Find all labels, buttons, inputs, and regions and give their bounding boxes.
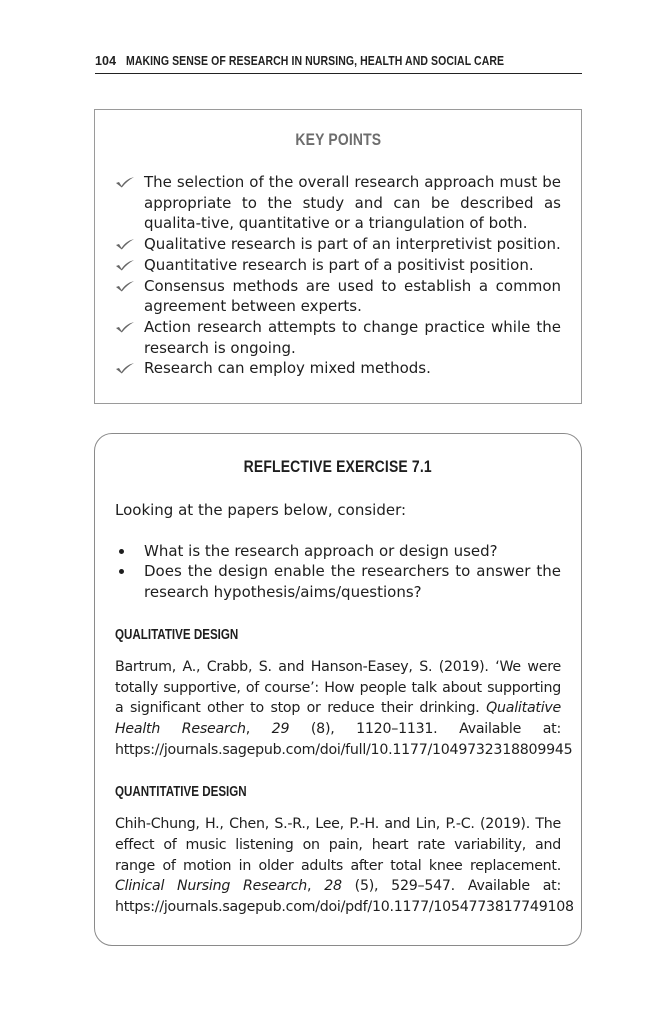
qualitative-reference: Bartrum, A., Crabb, S. and Hanson-Easey, S. (2019). ‘We were totally supportive, of course’: How people talk about supporting a significant other to stop or reduce their drinking. Qualitative Health Research, 29 (8), 1120–1131. Available at: https://journals.sagepub.com/doi/full/10.1177/1049732318809945 bbox=[115, 658, 573, 758]
check-icon bbox=[115, 362, 135, 374]
check-icon bbox=[115, 259, 135, 271]
key-point-item: The selection of the overall research approach must be appropriate to the study and can be described as qualita-tive, quantitative or a triangulation of both. bbox=[115, 172, 561, 234]
key-point-item: Action research attempts to change practice while the research is ongoing. bbox=[115, 317, 561, 358]
check-icon bbox=[115, 280, 135, 292]
key-point-item: Quantitative research is part of a positivist position. bbox=[115, 255, 561, 276]
journal-volume: 28 bbox=[324, 878, 342, 895]
question-item: What is the research approach or design used? bbox=[115, 541, 561, 562]
key-points-list bbox=[115, 172, 561, 379]
key-point-item: Research can employ mixed methods. bbox=[115, 358, 561, 379]
exercise-title: REFLECTIVE EXERCISE 7.1 bbox=[243, 457, 433, 476]
running-header bbox=[95, 50, 582, 74]
page-number: 104 bbox=[95, 53, 117, 68]
key-point-item: Consensus methods are used to establish a common agreement between experts. bbox=[115, 276, 561, 317]
journal-volume: 29 bbox=[271, 720, 290, 737]
journal-name: Qualitative Health Research bbox=[115, 700, 562, 737]
bullet-icon bbox=[119, 569, 124, 574]
key-point-item: Qualitative research is part of an interpretivist position. bbox=[115, 234, 561, 255]
running-title: MAKING SENSE OF RESEARCH IN NURSING, HEALTH AND SOCIAL CARE bbox=[126, 53, 505, 68]
quantitative-heading: QUANTITATIVE DESIGN bbox=[115, 784, 247, 801]
quantitative-reference: Chih-Chung, H., Chen, S.-R., Lee, P.-H. and Lin, P.-C. (2019). The effect of music listening on pain, heart rate variability, and range of motion in older adults after total knee replacement. Clinical Nursing Research, 28 (5), 529–547. Available at: https://journals.sagepub.com/doi/pdf/10.1177/1054773817749108 bbox=[115, 816, 574, 916]
bullet-icon bbox=[119, 549, 124, 554]
journal-name: Clinical Nursing Research bbox=[115, 878, 308, 895]
key-points-box bbox=[94, 109, 582, 404]
reflective-exercise-box bbox=[94, 433, 582, 946]
key-points-title: KEY POINTS bbox=[295, 130, 381, 149]
check-icon bbox=[115, 176, 135, 188]
qualitative-heading: QUALITATIVE DESIGN bbox=[115, 626, 239, 643]
check-icon bbox=[115, 238, 135, 250]
question-item: Does the design enable the researchers to answer the research hypothesis/aims/questions? bbox=[115, 561, 561, 602]
exercise-intro: Looking at the papers below, consider: bbox=[115, 501, 407, 519]
exercise-questions bbox=[115, 541, 561, 603]
check-icon bbox=[115, 321, 135, 333]
